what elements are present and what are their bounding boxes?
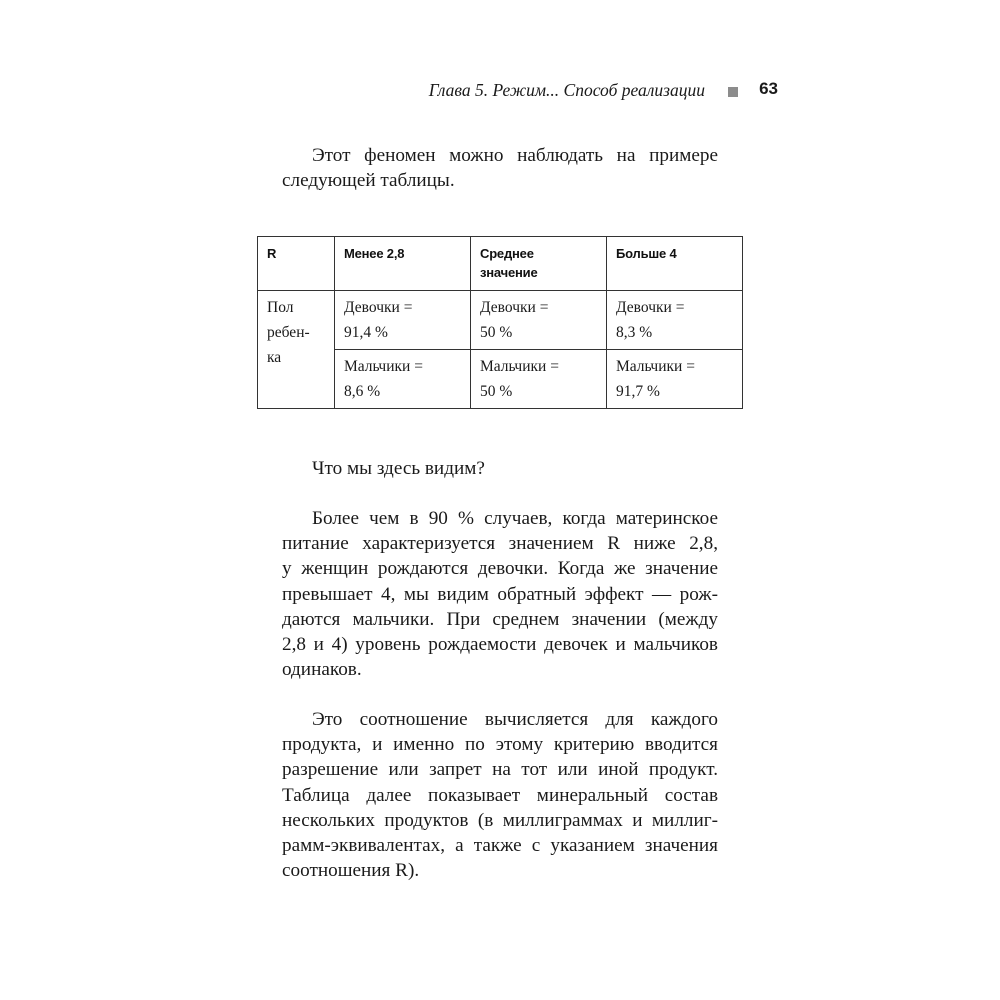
table-cell [471,350,607,409]
table-cell [607,350,743,409]
text-line: Это соотношение вычисляется для каждого [312,709,718,730]
text-line: нескольких продуктов (в миллиграммах и миллиг- [282,809,718,831]
row-label-cell [258,291,335,409]
question-text: Что мы здесь видим? [312,458,485,479]
text-line: следующей таблицы. [282,170,455,192]
square-marker-icon [728,87,738,97]
text-line: даются мальчики. При среднем значении (между [282,608,718,630]
header-cell [335,237,471,291]
text-line: Таблица далее показывает минеральный состав [282,784,718,806]
text-line: разрешение или запрет на тот или иной продукт. [282,759,718,781]
cell-value: 50 % [480,324,513,341]
cell-value: 8,6 % [344,383,381,400]
intro-paragraph [282,143,718,193]
text-line: питание характеризуется значением R ниже 2,8, [282,533,718,555]
cell-label: Девочки = [480,299,549,316]
text-line: Более чем в 90 % случаев, когда материнское [312,508,718,529]
cell-label: Девочки = [616,299,685,316]
cell-label: Мальчики = [616,358,695,375]
text-line: рамм-эквивалентах, а также с указанием значения [282,834,718,856]
header-r: R [267,246,277,261]
r-ratio-table [257,236,743,409]
table-cell [607,291,743,350]
header-cell [471,237,607,291]
cell-label: Мальчики = [344,358,423,375]
table-cell [335,291,471,350]
row-label-line: ка [267,349,282,366]
cell-value: 8,3 % [616,324,653,341]
header-average-line: значение [480,265,538,280]
question-paragraph [282,456,718,481]
table-header-row [258,237,743,291]
header-average-line: Среднее [480,246,534,261]
cell-label: Мальчики = [480,358,559,375]
chapter-title: Глава 5. Режим... Способ реализации [428,80,705,100]
cell-label: Девочки = [344,299,413,316]
header-cell [607,237,743,291]
header-cell [258,237,335,291]
table-row [258,291,743,350]
row-label-line: ребен- [267,324,310,341]
text-line: Этот феномен можно наблюдать на примере [312,145,718,166]
header-more-4: Больше 4 [616,246,677,261]
paragraph-2 [282,506,718,682]
text-line: одинаков. [282,659,362,681]
text-line: превышает 4, мы видим обратный эффект — рож- [282,583,718,605]
cell-value: 91,7 % [616,383,660,400]
cell-value: 91,4 % [344,324,388,341]
page-number: 63 [759,79,778,98]
header-less-2-8: Менее 2,8 [344,246,405,261]
table-cell [471,291,607,350]
table-cell [335,350,471,409]
running-head [300,79,780,105]
row-label-line: Пол [267,299,294,316]
text-line: соотношения R). [282,860,420,882]
text-line: у женщин рождаются девочки. Когда же значение [282,558,718,580]
text-line: 2,8 и 4) уровень рождаемости девочек и мальчиков [282,633,718,655]
cell-value: 50 % [480,383,513,400]
text-line: продукта, и именно по этому критерию вводится [282,734,718,756]
paragraph-3 [282,707,718,883]
